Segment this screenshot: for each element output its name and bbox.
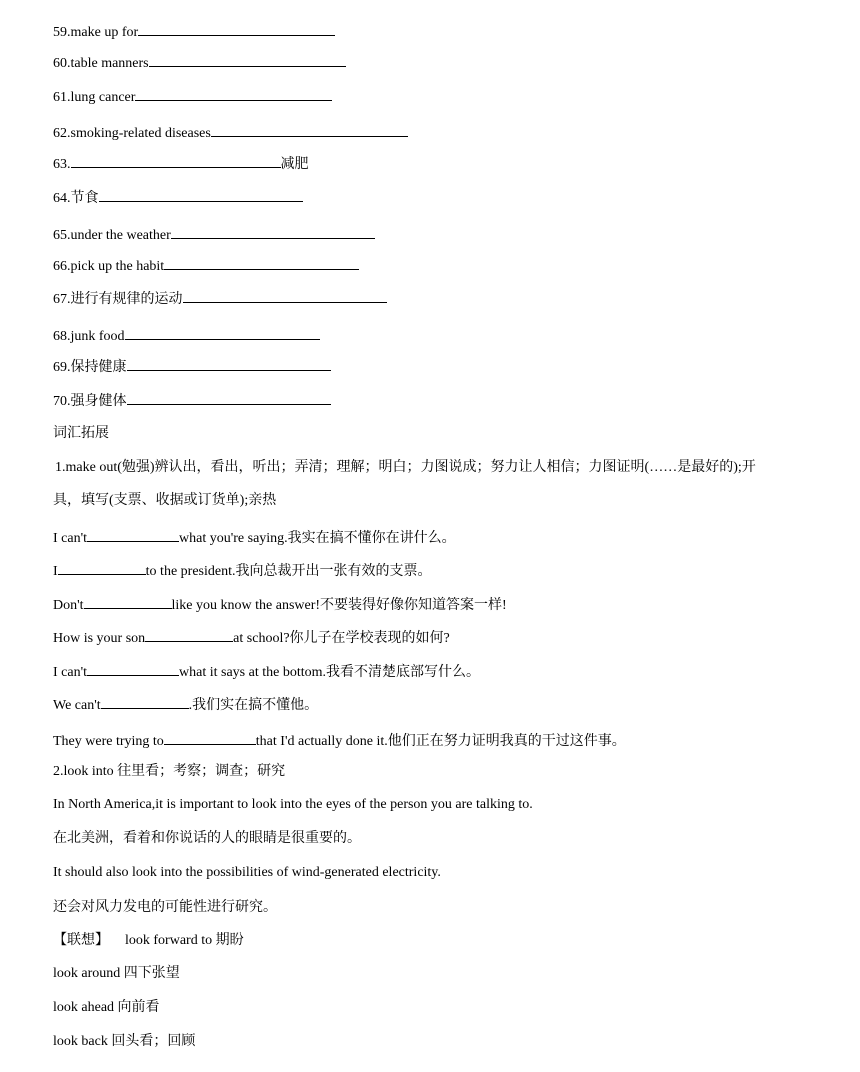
example-sentence-5 [53,662,480,682]
item2-sentence2-zh: 还会对风力发电的可能性进行研究。 [53,900,277,915]
phrase-suffix: 减肥 [280,157,309,172]
answer-blank[interactable] [145,628,233,642]
phrase-label: 69.保持健康 [53,360,127,375]
example-sentence-2 [53,561,431,581]
answer-blank[interactable] [164,731,256,745]
phrase-64 [53,188,303,208]
phrase-62 [53,123,408,143]
phrase-label: 67.进行有规律的运动 [53,292,183,307]
example-sentence-1 [53,528,456,548]
phrase-63 [53,154,309,174]
phrase-label: 66.pick up the habit [53,259,165,274]
example-after: what it says at the bottom.我看不清楚底部写什么。 [179,665,480,680]
phrase-70 [53,391,331,411]
phrase-label: 60.table manners [53,56,149,71]
section-title: 词汇拓展 [53,426,109,441]
answer-blank[interactable] [135,87,332,101]
answer-blank[interactable] [164,256,359,270]
phrase-label: 68.junk food [53,329,125,344]
item2-sentence1-en: In North America,it is important to look into the eyes of the person you are talking to. [53,797,533,812]
association-label: 【联想】 [53,933,109,948]
example-after: what you're saying.我实在搞不懂你在讲什么。 [179,531,456,546]
example-before: I can't [53,665,88,680]
answer-blank[interactable] [99,188,303,202]
phrase-label: 59.make up for [53,25,139,40]
item1-definition-line1: 1.make out(勉强)辨认出，看出，听出；弄清；理解；明白；力图说成；努力让人相信；力图证明(……是最好的);开 [55,460,756,475]
phrase-67 [53,289,387,309]
example-after: at school?你儿子在学校表现的如何? [233,631,450,646]
example-after: that I'd actually done it.他们正在努力证明我真的干过这件事。 [255,734,626,749]
example-before: How is your son [53,631,146,646]
answer-blank[interactable] [125,326,320,340]
example-after: like you know the answer!不要装得好像你知道答案一样! [171,598,507,613]
example-sentence-6 [53,695,318,715]
association-item-2: look ahead 向前看 [53,1000,160,1015]
answer-blank[interactable] [101,695,189,709]
example-sentence-3 [53,595,507,615]
answer-blank[interactable] [71,154,281,168]
phrase-60 [53,53,346,73]
association-item-3: look back 回头看；回顾 [53,1034,196,1049]
phrase-69 [53,357,331,377]
phrase-label: 64.节食 [53,191,99,206]
item2-sentence1-zh: 在北美洲，看着和你说话的人的眼睛是很重要的。 [53,831,361,846]
answer-blank[interactable] [211,123,408,137]
example-sentence-4 [53,628,450,648]
example-before: I can't [53,531,88,546]
item1-definition-line2: 具，填写(支票、收据或订货单);亲热 [53,493,277,508]
phrase-label: 62.smoking-related diseases [53,126,211,141]
answer-blank[interactable] [87,528,179,542]
answer-blank[interactable] [138,22,335,36]
phrase-65 [53,225,375,245]
item2-heading: 2.look into 往里看；考察；调查；研究 [53,764,286,779]
example-sentence-7 [53,731,626,751]
example-before: We can't [53,698,101,713]
phrase-66 [53,256,359,276]
phrase-label: 61.lung cancer [53,90,136,105]
answer-blank[interactable] [149,53,346,67]
answer-blank[interactable] [84,595,172,609]
phrase-59 [53,22,335,42]
item2-sentence2-en: It should also look into the possibilities of wind-generated electricity. [53,865,441,880]
answer-blank[interactable] [87,662,179,676]
answer-blank[interactable] [58,561,146,575]
phrase-61 [53,87,332,107]
phrase-label: 65.under the weather [53,228,171,243]
answer-blank[interactable] [183,289,387,303]
example-after: .我们实在搞不懂他。 [188,698,319,713]
answer-blank[interactable] [127,357,331,371]
association-line [53,932,244,950]
example-before: I [53,564,58,579]
answer-blank[interactable] [127,391,331,405]
phrase-label: 70.强身健体 [53,394,127,409]
answer-blank[interactable] [171,225,375,239]
example-before: Don't [53,598,84,613]
example-before: They were trying to [53,734,164,749]
phrase-68 [53,326,320,346]
example-after: to the president.我向总裁开出一张有效的支票。 [145,564,432,579]
association-item-1: look around 四下张望 [53,966,180,981]
association-first: look forward to 期盼 [125,933,244,948]
phrase-label: 63. [53,157,71,172]
